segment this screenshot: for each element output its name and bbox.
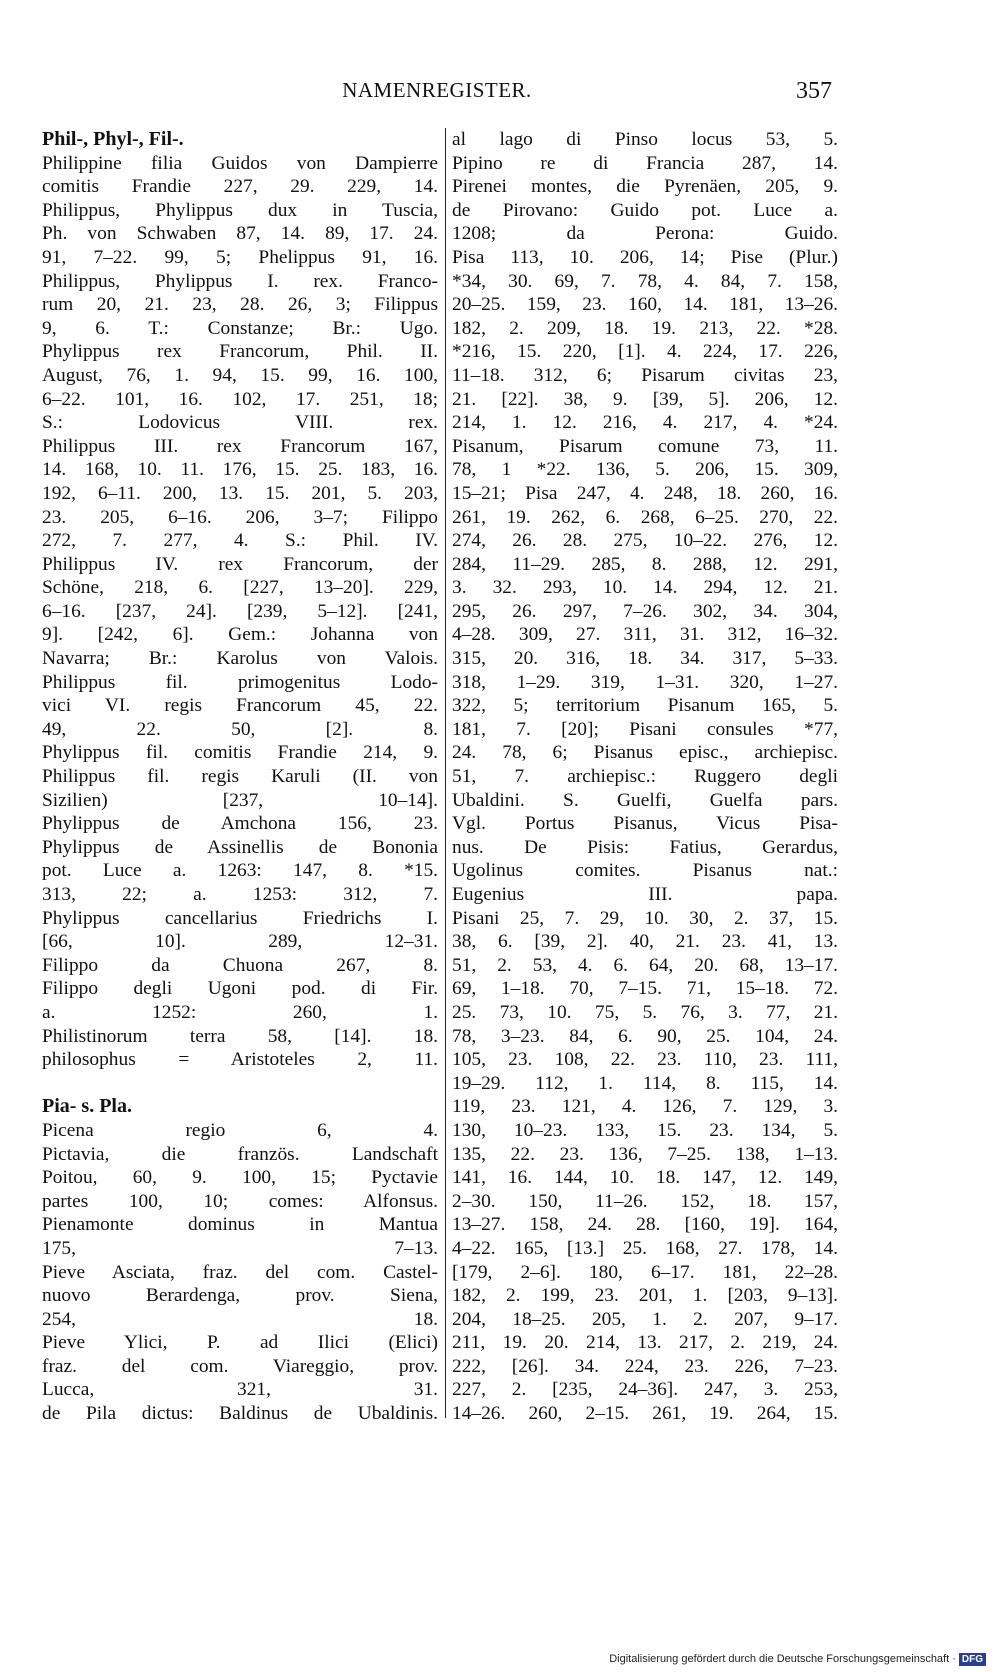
index-line: philosophus = Aristoteles 2, 11. — [42, 1049, 438, 1071]
index-line: comitis Frandie 227, 29. 229, 14. — [42, 176, 438, 198]
index-line: pot. Luce a. 1263: 147, 8. *15. — [42, 860, 438, 882]
index-line: a. 1252: 260, 1. — [42, 1001, 438, 1023]
index-line: Philippus, Phylippus dux in Tuscia, — [42, 199, 438, 221]
index-line: 9, 6. T.: Constanze; Br.: Ugo. — [42, 317, 438, 339]
index-line: Pieve Asciata, fraz. del com. Castel- — [42, 1261, 438, 1283]
index-line: Phylippus cancellarius Friedrichs I. — [42, 907, 438, 929]
index-line: fraz. del com. Viareggio, prov. — [42, 1355, 438, 1377]
index-line: rum 20, 21. 23, 28. 26, 3; Filippus — [42, 294, 438, 316]
index-line: vici VI. regis Francorum 45, 22. — [42, 695, 438, 717]
page-header — [42, 78, 832, 108]
index-line: de Pila dictus: Baldinus de Ubaldinis. — [42, 1403, 438, 1425]
index-line: Pirenei montes, die Pyrenäen, 205, 9. — [452, 176, 838, 198]
left-column — [42, 128, 438, 1426]
index-line: 3. 32. 293, 10. 14. 294, 12. 21. — [452, 577, 838, 599]
index-line: nuovo Berardenga, prov. Siena, — [42, 1285, 438, 1307]
index-line: nus. De Pisis: Fatius, Gerardus, — [452, 836, 838, 858]
footer-credit — [609, 1653, 986, 1666]
index-line: 11–18. 312, 6; Pisarum civitas 23, — [452, 364, 838, 386]
index-line: 192, 6–11. 200, 13. 15. 201, 5. 203, — [42, 482, 438, 504]
index-line: 51, 2. 53, 4. 6. 64, 20. 68, 13–17. — [452, 954, 838, 976]
index-line: Navarra; Br.: Karolus von Valois. — [42, 648, 438, 670]
index-line: Philippine filia Guidos von Dampierre — [42, 152, 438, 174]
index-line: Pisani 25, 7. 29, 10. 30, 2. 37, 15. — [452, 907, 838, 929]
index-line: 175, 7–13. — [42, 1237, 438, 1259]
index-line: Vgl. Portus Pisanus, Vicus Pisa- — [452, 813, 838, 835]
index-line: 78, 1 *22. 136, 5. 206, 15. 309, — [452, 459, 838, 481]
index-line: Eugenius III. papa. — [452, 884, 838, 905]
index-line: 14–26. 260, 2–15. 261, 19. 264, 15. — [452, 1403, 838, 1425]
index-line: 222, [26]. 34. 224, 23. 226, 7–23. — [452, 1355, 838, 1377]
index-line: Pipino re di Francia 287, 14. — [452, 152, 838, 174]
index-line: Filippo degli Ugoni pod. di Fir. — [42, 978, 438, 1000]
index-line: Phylippus de Assinellis de Bononia — [42, 836, 438, 858]
right-column — [452, 128, 838, 1426]
index-line: 49, 22. 50, [2]. 8. — [42, 718, 438, 740]
index-line: Poitou, 60, 9. 100, 15; Pyctavie — [42, 1167, 438, 1189]
index-line: 1208; da Perona: Guido. — [452, 223, 838, 245]
running-title: NAMENREGISTER. — [342, 78, 532, 102]
index-line: Pienamonte dominus in Mantua — [42, 1214, 438, 1236]
index-line: 322, 5; territorium Pisanum 165, 5. — [452, 695, 838, 717]
index-line: 14. 168, 10. 11. 176, 15. 25. 183, 16. — [42, 459, 438, 481]
index-line: Phylippus de Amchona 156, 23. — [42, 813, 438, 835]
index-line: 141, 16. 144, 10. 18. 147, 12. 149, — [452, 1167, 838, 1189]
index-line: Philippus III. rex Francorum 167, — [42, 435, 438, 457]
index-line: Philippus fil. primogenitus Lodo- — [42, 671, 438, 693]
index-line: 4–22. 165, [13.] 25. 168, 27. 178, 14. — [452, 1237, 838, 1259]
index-line: 261, 19. 262, 6. 268, 6–25. 270, 22. — [452, 506, 838, 528]
index-line: Filippo da Chuona 267, 8. — [42, 954, 438, 976]
index-line: Pisa 113, 10. 206, 14; Pise (Plur.) — [452, 246, 838, 268]
index-line: 119, 23. 121, 4. 126, 7. 129, 3. — [452, 1096, 838, 1118]
index-line: 130, 10–23. 133, 15. 23. 134, 5. — [452, 1119, 838, 1141]
index-line: al lago di Pinso locus 53, 5. — [452, 129, 838, 150]
index-line: 135, 22. 23. 136, 7–25. 138, 1–13. — [452, 1143, 838, 1165]
page-number: 357 — [796, 78, 832, 104]
index-line: 78, 3–23. 84, 6. 90, 25. 104, 24. — [452, 1025, 838, 1047]
index-line: 211, 19. 20. 214, 13. 217, 2. 219, 24. — [452, 1332, 838, 1354]
index-line: 214, 1. 12. 216, 4. 217, 4. *24. — [452, 412, 838, 434]
index-line: Pieve Ylici, P. ad Ilici (Elici) — [42, 1332, 438, 1354]
index-line: 295, 26. 297, 7–26. 302, 34. 304, — [452, 600, 838, 622]
index-line: 69, 1–18. 70, 7–15. 71, 15–18. 72. — [452, 978, 838, 1000]
index-line: Philippus fil. regis Karuli (II. von — [42, 766, 438, 788]
index-line: 25. 73, 10. 75, 5. 76, 3. 77, 21. — [452, 1001, 838, 1023]
index-line: 15–21; Pisa 247, 4. 248, 18. 260, 16. — [452, 482, 838, 504]
index-line: 4–28. 309, 27. 311, 31. 312, 16–32. — [452, 624, 838, 646]
index-line: 227, 2. [235, 24–36]. 247, 3. 253, — [452, 1379, 838, 1401]
index-line: 21. [22]. 38, 9. [39, 5]. 206, 12. — [452, 388, 838, 410]
index-line: 274, 26. 28. 275, 10–22. 276, 12. — [452, 530, 838, 552]
footer-text: Digitalisierung gefördert durch die Deutsche Forschungsgemeinschaft · — [609, 1653, 956, 1665]
index-line: Ubaldini. S. Guelfi, Guelfa pars. — [452, 789, 838, 811]
index-line: Schöne, 218, 6. [227, 13–20]. 229, — [42, 577, 438, 599]
index-line: Philistinorum terra 58, [14]. 18. — [42, 1025, 438, 1047]
index-line: Sizilien) [237, 10–14]. — [42, 789, 438, 811]
index-line: [66, 10]. 289, 12–31. — [42, 931, 438, 953]
index-line: *34, 30. 69, 7. 78, 4. 84, 7. 158, — [452, 270, 838, 292]
index-line: 51, 7. archiepisc.: Ruggero degli — [452, 766, 838, 788]
index-line: Pictavia, die französ. Landschaft — [42, 1143, 438, 1165]
blank-line — [42, 1072, 438, 1096]
index-line: 6–16. [237, 24]. [239, 5–12]. [241, — [42, 600, 438, 622]
index-line: 23. 205, 6–16. 206, 3–7; Filippo — [42, 506, 438, 528]
index-line: Ugolinus comites. Pisanus nat.: — [452, 860, 838, 882]
index-line: 6–22. 101, 16. 102, 17. 251, 18; — [42, 388, 438, 410]
index-line: 2–30. 150, 11–26. 152, 18. 157, — [452, 1190, 838, 1212]
index-line: 91, 7–22. 99, 5; Phelippus 91, 16. — [42, 246, 438, 268]
index-line: Phylippus fil. comitis Frandie 214, 9. — [42, 742, 438, 764]
index-line: 20–25. 159, 23. 160, 14. 181, 13–26. — [452, 294, 838, 316]
index-line: Lucca, 321, 31. — [42, 1379, 438, 1401]
index-line: 24. 78, 6; Pisanus episc., archiepisc. — [452, 742, 838, 764]
index-line: 272, 7. 277, 4. S.: Phil. IV. — [42, 530, 438, 552]
index-line: [179, 2–6]. 180, 6–17. 181, 22–28. — [452, 1261, 838, 1283]
index-line: *216, 15. 220, [1]. 4. 224, 17. 226, — [452, 341, 838, 363]
index-line: 318, 1–29. 319, 1–31. 320, 1–27. — [452, 671, 838, 693]
index-line: 313, 22; a. 1253: 312, 7. — [42, 884, 438, 905]
index-line: Philippus, Phylippus I. rex. Franco- — [42, 270, 438, 292]
index-line: 13–27. 158, 24. 28. [160, 19]. 164, — [452, 1214, 838, 1236]
index-line: 254, 18. — [42, 1308, 438, 1330]
index-line: August, 76, 1. 94, 15. 99, 16. 100, — [42, 364, 438, 386]
index-line: 182, 2. 199, 23. 201, 1. [203, 9–13]. — [452, 1285, 838, 1307]
index-line: 105, 23. 108, 22. 23. 110, 23. 111, — [452, 1049, 838, 1071]
index-line: 315, 20. 316, 18. 34. 317, 5–33. — [452, 648, 838, 670]
index-line: Pia- s. Pla. — [42, 1095, 132, 1118]
index-line: 182, 2. 209, 18. 19. 213, 22. *28. — [452, 317, 838, 339]
index-line: de Pirovano: Guido pot. Luce a. — [452, 199, 838, 221]
index-line: S.: Lodovicus VIII. rex. — [42, 412, 438, 434]
index-line: 38, 6. [39, 2]. 40, 21. 23. 41, 13. — [452, 931, 838, 953]
index-line: Ph. von Schwaben 87, 14. 89, 17. 24. — [42, 223, 438, 245]
index-line: Philippus IV. rex Francorum, der — [42, 553, 438, 575]
index-line: Phil-, Phyl-, Fil-. — [42, 128, 184, 150]
index-line: 181, 7. [20]; Pisani consules *77, — [452, 718, 838, 740]
index-line: 204, 18–25. 205, 1. 2. 207, 9–17. — [452, 1308, 838, 1330]
index-line: Phylippus rex Francorum, Phil. II. — [42, 341, 438, 363]
index-line: partes 100, 10; comes: Alfonsus. — [42, 1190, 438, 1212]
index-line: 9]. [242, 6]. Gem.: Johanna von — [42, 624, 438, 646]
index-line: 19–29. 112, 1. 114, 8. 115, 14. — [452, 1072, 838, 1094]
index-line: Pisanum, Pisarum comune 73, 11. — [452, 435, 838, 457]
dfg-logo: DFG — [959, 1653, 986, 1666]
index-line: 284, 11–29. 285, 8. 288, 12. 291, — [452, 553, 838, 575]
column-divider — [445, 128, 446, 1418]
index-line: Picena regio 6, 4. — [42, 1119, 438, 1141]
